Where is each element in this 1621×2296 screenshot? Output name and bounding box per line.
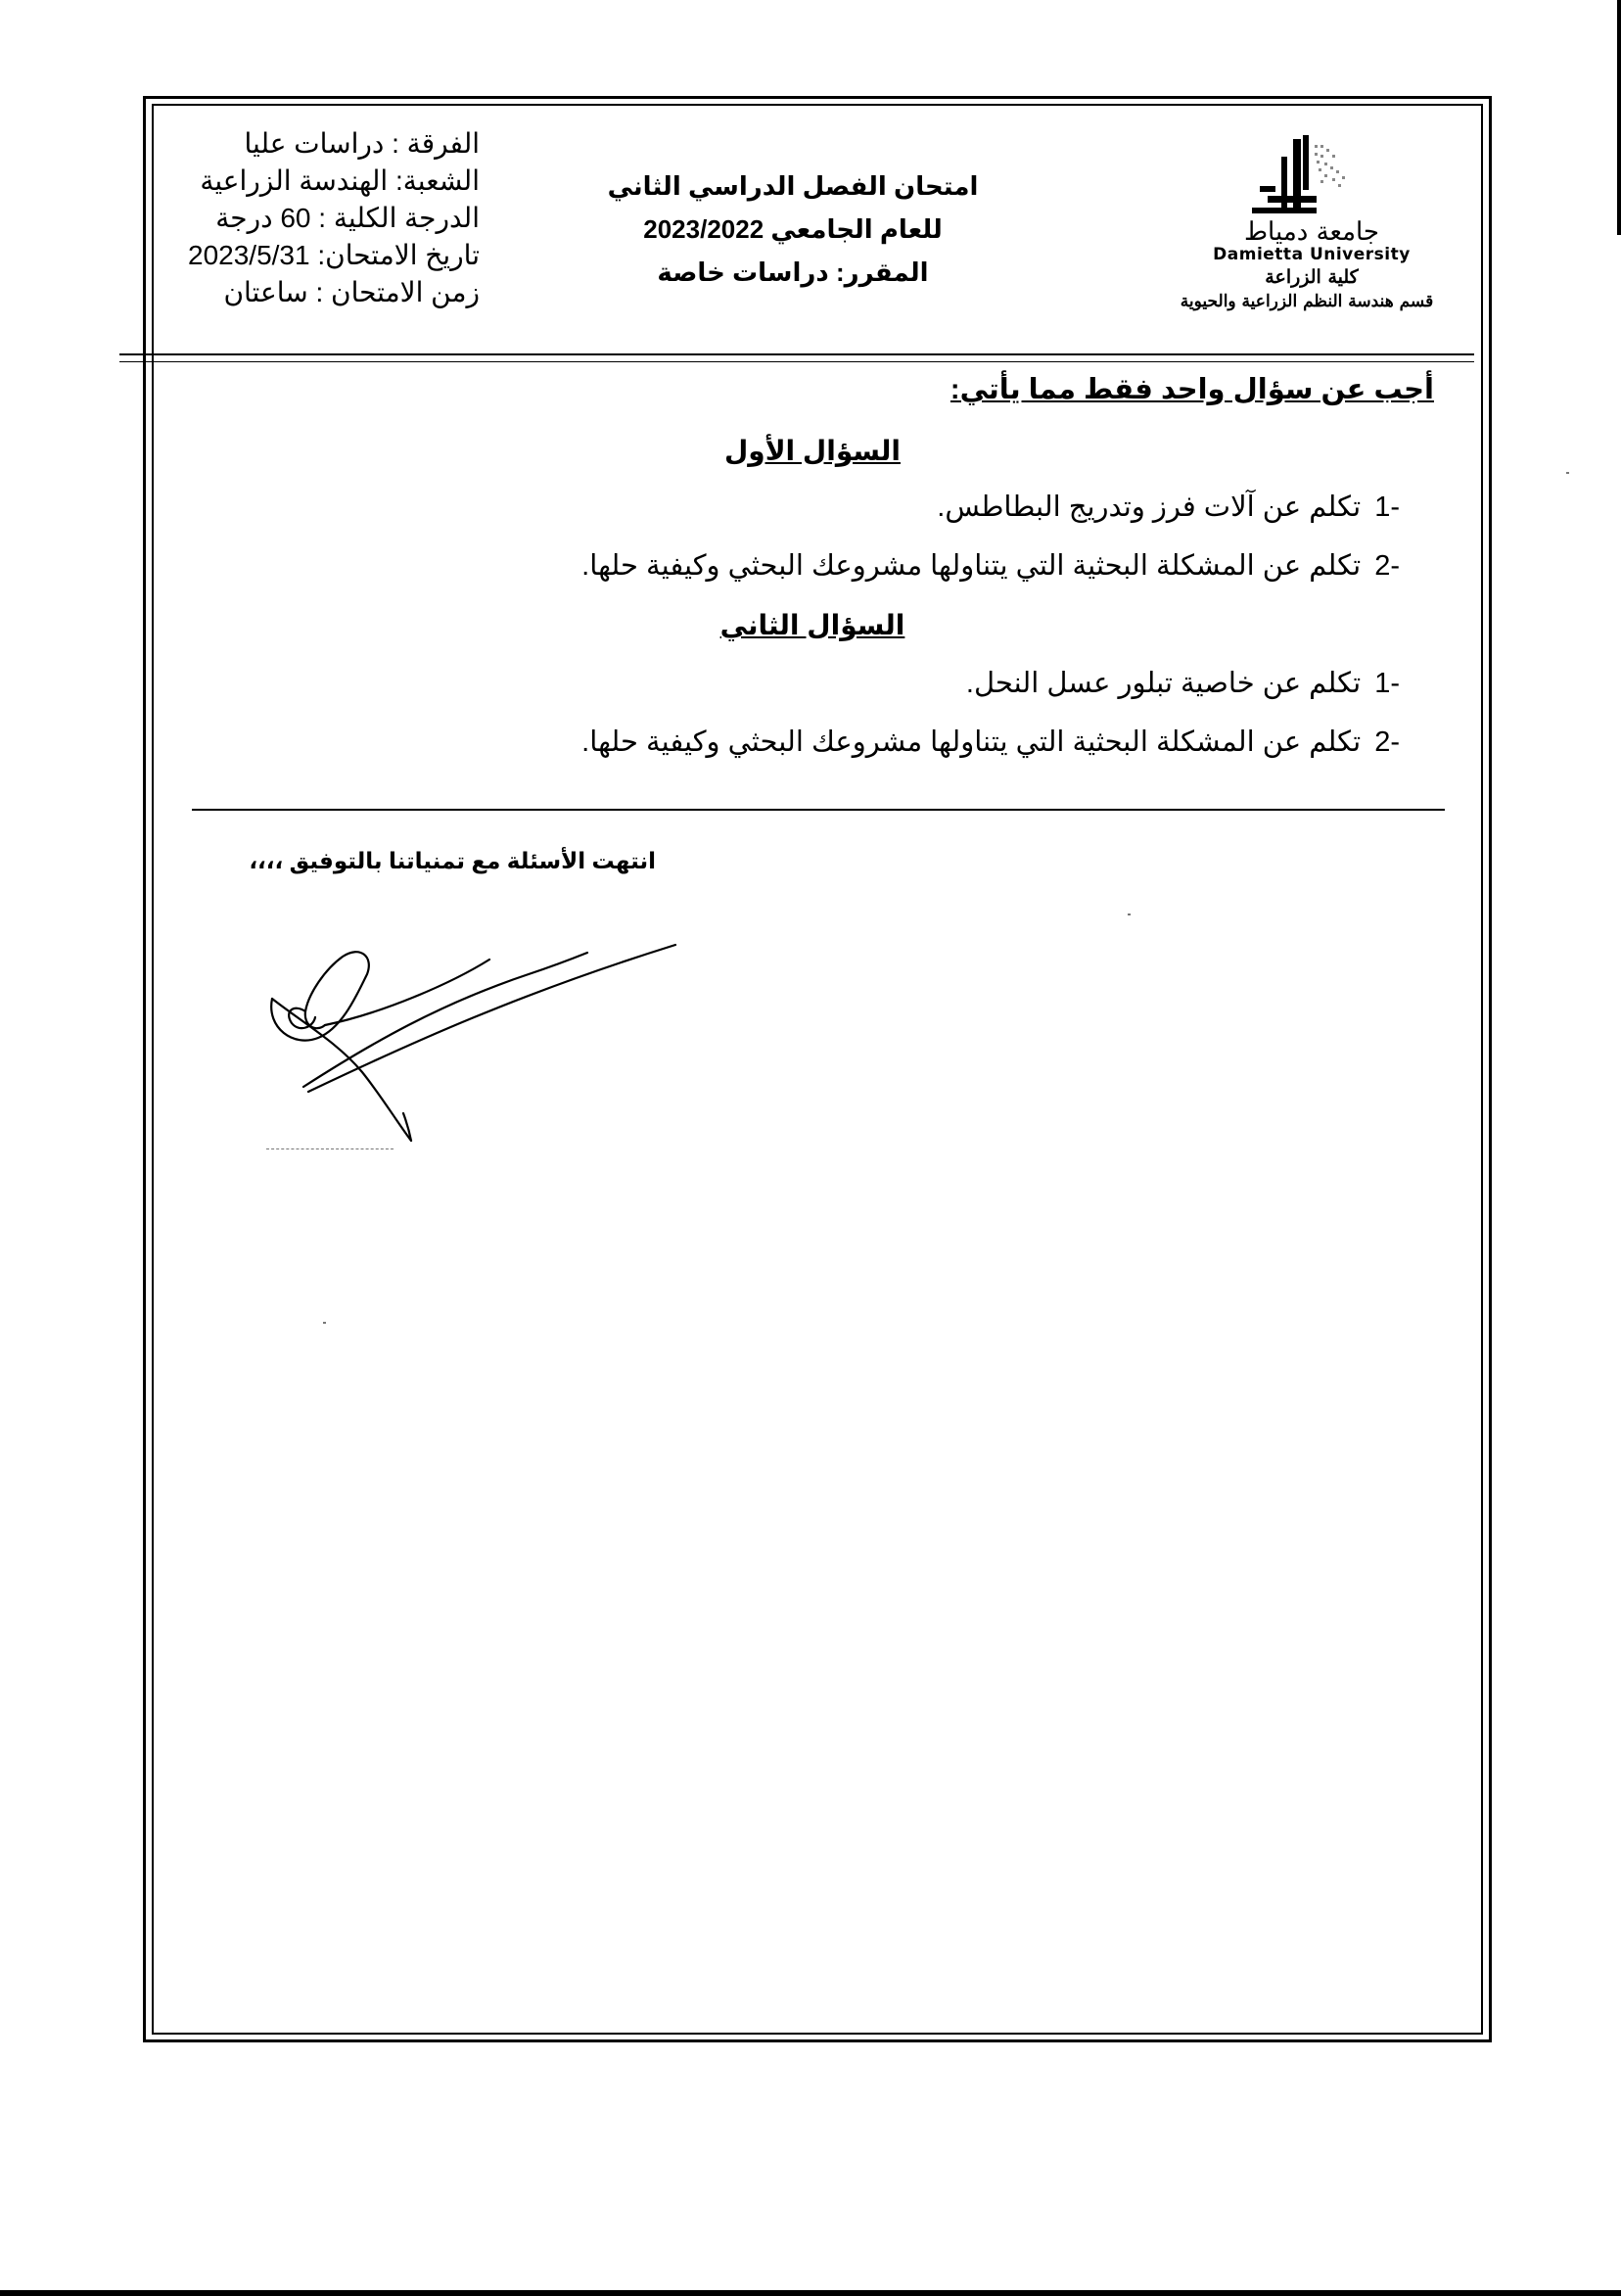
university-emblem-icon <box>1238 135 1375 225</box>
exam-title-year: للعام الجامعي 2023/2022 <box>643 214 943 244</box>
page-bottom-edge <box>0 2290 1621 2296</box>
scan-speck <box>1566 472 1569 474</box>
page-edge-mark <box>1617 0 1621 235</box>
scan-speck <box>1128 914 1131 915</box>
meta-exam-duration: زمن الامتحان : ساعتان <box>223 277 480 307</box>
questions-end-divider <box>192 809 1445 811</box>
meta-total-marks: الدرجة الكلية : 60 درجة <box>215 203 480 233</box>
exam-title-course: المقرر: دراسات خاصة <box>657 258 929 287</box>
meta-division: الشعبة: الهندسة الزراعية <box>200 165 480 196</box>
question-2-title: السؤال الثاني <box>719 610 905 640</box>
item-number: -1 <box>1374 668 1400 699</box>
question-2-item-1 <box>966 666 1400 700</box>
university-name-arabic: جامعة دمياط <box>1244 217 1379 247</box>
university-logo <box>1135 135 1488 331</box>
closing-note: انتهت الأسئلة مع تمنياتنا بالتوفيق ،،،، <box>249 848 656 873</box>
exam-title <box>587 164 998 294</box>
exam-metadata <box>147 125 480 311</box>
exam-title-semester: امتحان الفصل الدراسي الثاني <box>607 171 979 201</box>
question-1-item-2 <box>581 548 1400 583</box>
meta-exam-date: تاريخ الامتحان: 2023/5/31 <box>188 240 480 270</box>
item-text: تكلم عن خاصية تبلور عسل النحل. <box>965 668 1362 699</box>
department-name: قسم هندسة النظم الزراعية والحيوية <box>1180 292 1434 311</box>
header-divider <box>119 353 1474 355</box>
scan-speck <box>323 1322 326 1324</box>
meta-level: الفرقة : دراسات عليا <box>244 128 480 159</box>
item-number: -1 <box>1374 492 1400 523</box>
item-text: تكلم عن آلات فرز وتدريج البطاطس. <box>937 492 1362 523</box>
signature <box>264 935 695 1155</box>
question-2-item-2 <box>581 725 1400 759</box>
item-number: -2 <box>1374 726 1400 758</box>
question-1-title: السؤال الأول <box>724 436 901 466</box>
item-number: -2 <box>1374 550 1400 582</box>
exam-instruction: أجب عن سؤال واحد فقط مما يأتي: <box>949 374 1434 405</box>
item-text: تكلم عن المشكلة البحثية التي يتناولها مشروعك البحثي وكيفية حلها. <box>581 550 1362 582</box>
item-text: تكلم عن المشكلة البحثية التي يتناولها مشروعك البحثي وكيفية حلها. <box>581 726 1362 758</box>
faculty-name: كلية الزراعة <box>1265 266 1359 288</box>
header-divider-thin <box>119 361 1474 362</box>
university-name-english: Damietta University <box>1213 245 1411 264</box>
signature-underline <box>266 1148 394 1149</box>
question-1-item-1 <box>937 490 1400 524</box>
